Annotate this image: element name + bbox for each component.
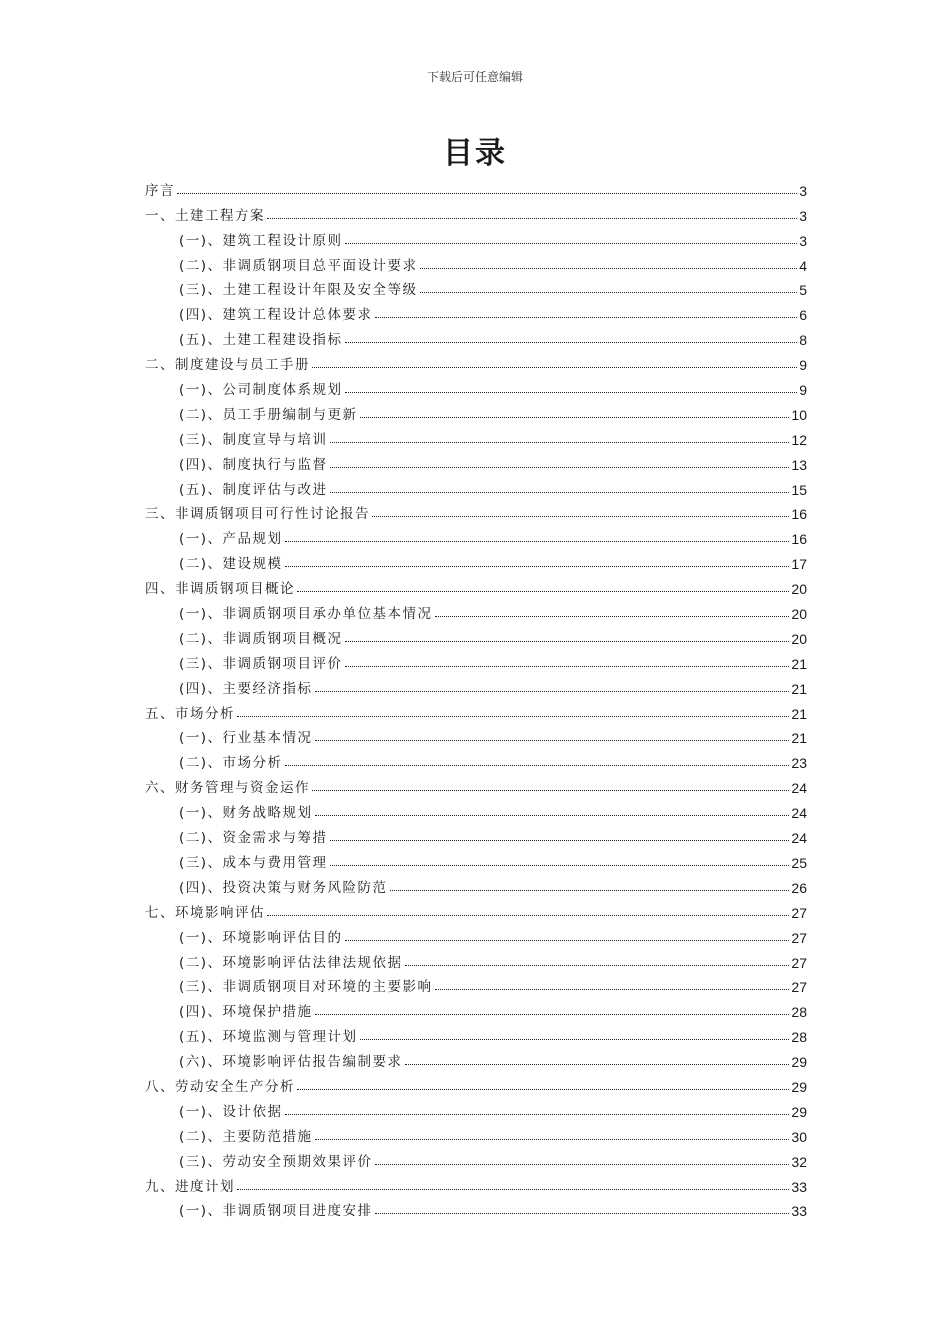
toc-entry[interactable]	[145, 622, 807, 647]
toc-entry-text: (一)、环境影响评估目的	[179, 929, 343, 946]
toc-entry-page: 33	[791, 1203, 807, 1220]
toc-entry-page: 20	[791, 606, 807, 623]
toc-leader-dots	[420, 268, 798, 269]
toc-leader-dots	[330, 492, 790, 493]
toc-leader-dots	[330, 442, 790, 443]
toc-leader-dots	[285, 541, 790, 542]
toc-leader-dots	[420, 292, 798, 293]
toc-leader-dots	[405, 965, 790, 966]
toc-entry[interactable]	[145, 946, 807, 971]
toc-entry[interactable]	[145, 921, 807, 946]
toc-entry[interactable]	[145, 174, 807, 199]
toc-entry-page: 27	[791, 954, 807, 971]
toc-entry[interactable]	[145, 995, 807, 1020]
toc-entry-text: 七、环境影响评估	[145, 904, 265, 921]
toc-entry-text: (一)、公司制度体系规划	[179, 382, 343, 399]
toc-entry-text: (一)、财务战略规划	[179, 805, 313, 822]
toc-entry[interactable]	[145, 722, 807, 747]
toc-entry-text: 八、劳动安全生产分析	[145, 1078, 295, 1095]
toc-leader-dots	[360, 417, 790, 418]
toc-entry-page: 29	[791, 1078, 807, 1095]
toc-entry-text: (四)、主要经济指标	[179, 680, 313, 697]
toc-entry[interactable]	[145, 846, 807, 871]
toc-entry-page: 13	[791, 456, 807, 473]
toc-entry-page: 33	[791, 1178, 807, 1195]
toc-leader-dots	[312, 367, 797, 368]
toc-leader-dots	[315, 740, 790, 741]
toc-entry-text: (三)、成本与费用管理	[179, 854, 328, 871]
toc-entry[interactable]	[145, 1195, 807, 1220]
toc-entry[interactable]	[145, 323, 807, 348]
toc-leader-dots	[375, 317, 798, 318]
toc-entry[interactable]	[145, 597, 807, 622]
toc-entry-text: (三)、劳动安全预期效果评价	[179, 1153, 373, 1170]
toc-entry[interactable]	[145, 896, 807, 921]
toc-entry-page: 29	[791, 1054, 807, 1071]
toc-entry-page: 27	[791, 904, 807, 921]
toc-entry-page: 23	[791, 755, 807, 772]
toc-leader-dots	[237, 1189, 789, 1190]
toc-entry[interactable]	[145, 1145, 807, 1170]
toc-entry[interactable]	[145, 274, 807, 299]
toc-entry-text: 三、非调质钢项目可行性讨论报告	[145, 506, 370, 523]
toc-entry-text: (四)、建筑工程设计总体要求	[179, 307, 373, 324]
toc-entry[interactable]	[145, 373, 807, 398]
toc-entry-page: 20	[791, 581, 807, 598]
toc-entry-page: 29	[791, 1103, 807, 1120]
toc-entry-page: 17	[791, 556, 807, 573]
toc-leader-dots	[435, 616, 790, 617]
toc-entry[interactable]	[145, 298, 807, 323]
toc-entry-text: 五、市场分析	[145, 705, 235, 722]
toc-entry[interactable]	[145, 1070, 807, 1095]
toc-leader-dots	[372, 516, 789, 517]
toc-entry-text: (一)、建筑工程设计原则	[179, 232, 343, 249]
toc-entry-text: (二)、建设规模	[179, 556, 283, 573]
toc-entry-page: 26	[791, 879, 807, 896]
toc-entry[interactable]	[145, 398, 807, 423]
toc-leader-dots	[330, 467, 790, 468]
toc-entry-page: 9	[799, 357, 807, 374]
toc-entry-page: 21	[791, 655, 807, 672]
toc-entry-text: (三)、非调质钢项目评价	[179, 655, 343, 672]
toc-entry-page: 24	[791, 780, 807, 797]
toc-leader-dots	[330, 840, 790, 841]
toc-entry-page: 15	[791, 481, 807, 498]
toc-entry[interactable]	[145, 448, 807, 473]
toc-entry-page: 3	[799, 182, 807, 199]
toc-entry-page: 27	[791, 979, 807, 996]
toc-entry-text: (一)、设计依据	[179, 1103, 283, 1120]
toc-entry-text: (三)、非调质钢项目对环境的主要影响	[179, 979, 433, 996]
toc-entry[interactable]	[145, 547, 807, 572]
toc-entry-text: (二)、资金需求与筹措	[179, 830, 328, 847]
toc-entry-page: 20	[791, 630, 807, 647]
toc-entry[interactable]	[145, 672, 807, 697]
toc-entry-text: (一)、产品规划	[179, 531, 283, 548]
toc-entry[interactable]	[145, 771, 807, 796]
toc-entry-text: (二)、员工手册编制与更新	[179, 406, 358, 423]
toc-entry[interactable]	[145, 348, 807, 373]
toc-entry-text: (四)、环境保护措施	[179, 1004, 313, 1021]
toc-entry-text: 一、土建工程方案	[145, 207, 265, 224]
toc-leader-dots	[345, 342, 798, 343]
toc-entry-text: (二)、环境影响评估法律法规依据	[179, 954, 403, 971]
toc-leader-dots	[297, 591, 789, 592]
toc-entry-text: (二)、主要防范措施	[179, 1128, 313, 1145]
toc-leader-dots	[405, 1064, 790, 1065]
toc-entry[interactable]	[145, 871, 807, 896]
toc-leader-dots	[345, 641, 790, 642]
toc-leader-dots	[315, 691, 790, 692]
toc-entry-text: (五)、制度评估与改进	[179, 481, 328, 498]
toc-leader-dots	[390, 890, 790, 891]
toc-entry-text: 九、进度计划	[145, 1178, 235, 1195]
toc-entry[interactable]	[145, 249, 807, 274]
toc-entry[interactable]	[145, 498, 807, 523]
toc-entry-page: 4	[799, 257, 807, 274]
toc-entry[interactable]	[145, 572, 807, 597]
toc-entry[interactable]	[145, 647, 807, 672]
toc-entry-page: 32	[791, 1153, 807, 1170]
toc-entry-page: 28	[791, 1004, 807, 1021]
toc-entry-text: (二)、市场分析	[179, 755, 283, 772]
toc-entry[interactable]	[145, 971, 807, 996]
toc-entry[interactable]	[145, 697, 807, 722]
toc-entry-text: 序言	[145, 182, 175, 199]
toc-entry-page: 27	[791, 929, 807, 946]
toc-leader-dots	[237, 716, 789, 717]
toc-entry[interactable]	[145, 1120, 807, 1145]
page-title: 目录	[443, 136, 507, 171]
toc-entry-text: (四)、投资决策与财务风险防范	[179, 879, 388, 896]
toc-entry-page: 21	[791, 730, 807, 747]
toc-entry-page: 3	[799, 207, 807, 224]
header-note: 下载后可任意编辑	[426, 70, 523, 84]
toc-leader-dots	[360, 1039, 790, 1040]
toc-leader-dots	[312, 790, 789, 791]
toc-entry-page: 3	[799, 232, 807, 249]
toc-leader-dots	[345, 940, 790, 941]
toc-leader-dots	[297, 1089, 789, 1090]
toc-entry[interactable]	[145, 1045, 807, 1070]
toc-entry[interactable]	[145, 199, 807, 224]
toc-entry[interactable]	[145, 423, 807, 448]
toc-entry-page: 16	[791, 531, 807, 548]
toc-leader-dots	[330, 865, 790, 866]
toc-entry-page: 16	[791, 506, 807, 523]
toc-leader-dots	[267, 218, 797, 219]
toc-entry[interactable]	[145, 1020, 807, 1045]
toc-entry-page: 30	[791, 1128, 807, 1145]
toc-entry[interactable]	[145, 522, 807, 547]
toc-entry-text: (六)、环境影响评估报告编制要求	[179, 1054, 403, 1071]
toc-entry-text: (三)、土建工程设计年限及安全等级	[179, 282, 418, 299]
toc-entry-page: 24	[791, 805, 807, 822]
toc-entry-page: 25	[791, 854, 807, 871]
toc-entry[interactable]	[145, 1095, 807, 1120]
toc-entry-text: (一)、行业基本情况	[179, 730, 313, 747]
toc-leader-dots	[315, 1139, 790, 1140]
toc-entry-page: 10	[791, 406, 807, 423]
toc-entry-page: 12	[791, 431, 807, 448]
toc-leader-dots	[285, 765, 790, 766]
toc-entry-page: 9	[799, 382, 807, 399]
toc-entry-text: (四)、制度执行与监督	[179, 456, 328, 473]
toc-entry-page: 8	[799, 332, 807, 349]
toc-entry-page: 5	[799, 282, 807, 299]
toc-leader-dots	[285, 1114, 790, 1115]
toc-leader-dots	[345, 392, 798, 393]
toc-entry-page: 21	[791, 680, 807, 697]
toc-entry-page: 24	[791, 830, 807, 847]
toc-entry-text: 四、非调质钢项目概论	[145, 581, 295, 598]
toc-leader-dots	[315, 1014, 790, 1015]
toc-leader-dots	[315, 815, 790, 816]
toc-entry-text: 六、财务管理与资金运作	[145, 780, 310, 797]
toc-entry[interactable]	[145, 1170, 807, 1195]
toc-leader-dots	[177, 193, 797, 194]
toc-entry-text: (二)、非调质钢项目概况	[179, 630, 343, 647]
toc-entry-page: 6	[799, 307, 807, 324]
toc-entry-page: 21	[791, 705, 807, 722]
toc-entry-text: (二)、非调质钢项目总平面设计要求	[179, 257, 418, 274]
table-of-contents	[145, 174, 807, 1219]
toc-entry[interactable]	[145, 746, 807, 771]
toc-entry-text: (三)、制度宣导与培训	[179, 431, 328, 448]
toc-entry[interactable]	[145, 796, 807, 821]
toc-leader-dots	[345, 243, 798, 244]
toc-leader-dots	[285, 566, 790, 567]
toc-entry-text: (一)、非调质钢项目进度安排	[179, 1203, 373, 1220]
toc-leader-dots	[435, 989, 790, 990]
toc-entry-text: (一)、非调质钢项目承办单位基本情况	[179, 606, 433, 623]
toc-entry-text: 二、制度建设与员工手册	[145, 357, 310, 374]
toc-leader-dots	[375, 1164, 790, 1165]
toc-leader-dots	[267, 915, 789, 916]
toc-entry[interactable]	[145, 224, 807, 249]
toc-entry-page: 28	[791, 1029, 807, 1046]
toc-entry-text: (五)、土建工程建设指标	[179, 332, 343, 349]
toc-leader-dots	[375, 1213, 790, 1214]
toc-entry-text: (五)、环境监测与管理计划	[179, 1029, 358, 1046]
toc-entry[interactable]	[145, 473, 807, 498]
toc-leader-dots	[345, 666, 790, 667]
toc-entry[interactable]	[145, 821, 807, 846]
